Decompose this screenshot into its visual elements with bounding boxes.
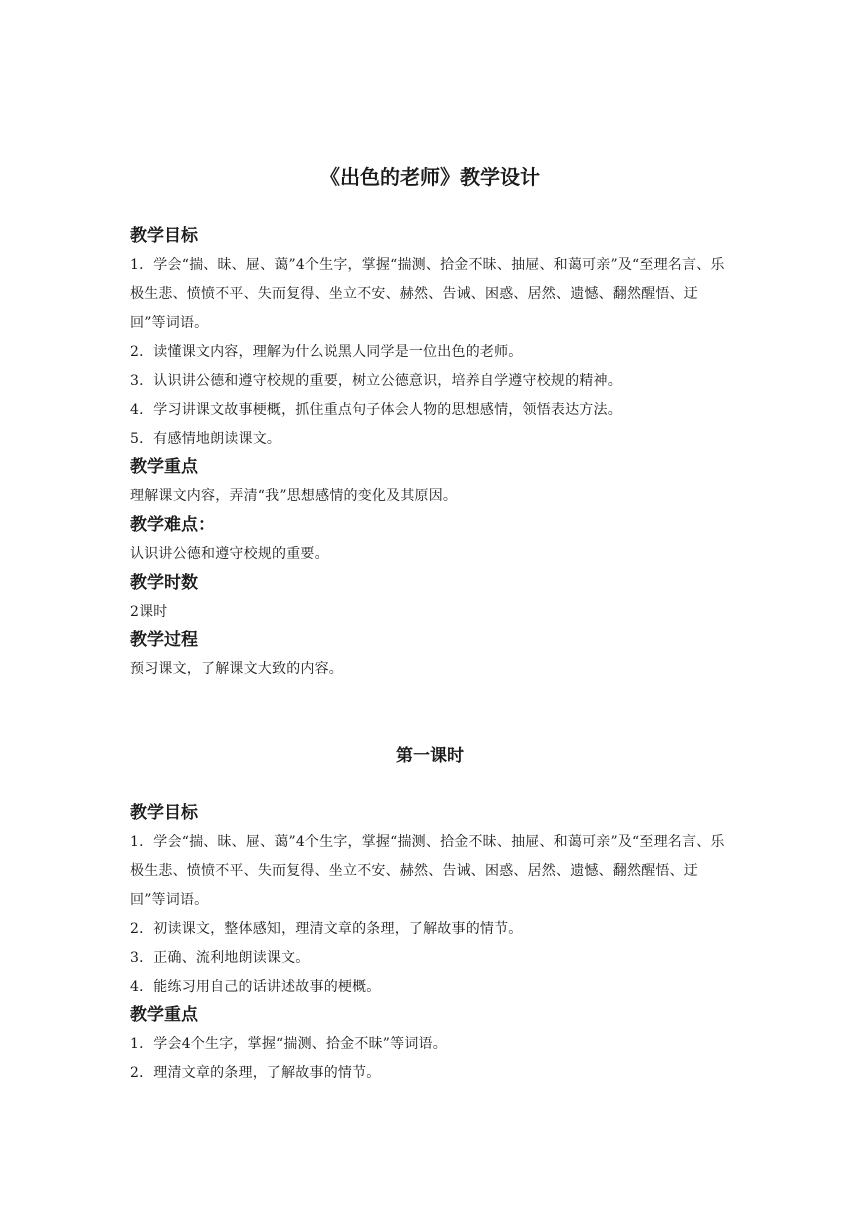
lesson-1-title: 第一课时 <box>396 746 464 766</box>
difficult-points-section <box>130 511 730 569</box>
teaching-hours-section <box>130 569 730 627</box>
teaching-hours-heading: 教学时数 <box>130 573 198 593</box>
objective-item: 4．学习讲课文故事梗概，抓住重点句子体会人物的思想感情，领悟表达方法。 <box>130 402 622 418</box>
teaching-hours-text: 2课时 <box>130 604 168 620</box>
objective-item: 2．读懂课文内容，理解为什么说黑人同学是一位出色的老师。 <box>130 344 523 360</box>
lesson-1-key-point-item: 1．学会4个生字，掌握“揣测、拾金不昧”等词语。 <box>130 1036 447 1052</box>
lesson-1-key-point-item: 2．理清文章的条理，了解故事的情节。 <box>130 1065 381 1081</box>
lesson-1-objective-item: 2．初读课文，整体感知，理清文章的条理，了解故事的情节。 <box>130 921 523 937</box>
teaching-process-text: 预习课文，了解课文大致的内容。 <box>130 661 343 677</box>
key-points-text: 理解课文内容，弄清“我”思想感情的变化及其原因。 <box>130 488 458 504</box>
objective-item: 1．学会“揣、昧、屉、蔼”4个生字，掌握“揣测、拾金不昧、抽屉、和蔼可亲”及“至理名言、乐极生悲、愤愤不平、失而复得、坐立不安、赫然、告诫、困惑、居然、遗憾、翻然醒悟、迂回”等词语。 <box>130 257 725 331</box>
lesson-1-objectives-section <box>130 799 730 1002</box>
teaching-process-heading: 教学过程 <box>130 630 198 650</box>
lesson-1-objective-item: 4．能练习用自己的话讲述故事的梗概。 <box>130 979 381 995</box>
key-points-heading: 教学重点 <box>130 457 198 477</box>
difficult-points-text: 认识讲公德和遵守校规的重要。 <box>130 546 329 562</box>
lesson-1-key-points-section <box>130 1001 730 1088</box>
lesson-1-key-points-heading: 教学重点 <box>130 1005 198 1025</box>
lesson-1-objectives-heading: 教学目标 <box>130 803 198 823</box>
objective-item: 3．认识讲公德和遵守校规的重要，树立公德意识，培养自学遵守校规的精神。 <box>130 373 622 389</box>
lesson-1-objective-item: 3．正确、流利地朗读课文。 <box>130 950 310 966</box>
objectives-section <box>130 222 730 454</box>
document-title: 《出色的老师》教学设计 <box>320 165 540 189</box>
lesson-1-objective-item: 1．学会“揣、昧、屉、蔼”4个生字，掌握“揣测、拾金不昧、抽屉、和蔼可亲”及“至理名言、乐极生悲、愤愤不平、失而复得、坐立不安、赫然、告诫、困惑、居然、遗憾、翻然醒悟、迂回”等词语。 <box>130 834 725 908</box>
difficult-points-heading: 教学难点： <box>130 515 215 535</box>
teaching-process-section <box>130 626 730 684</box>
key-points-section <box>130 453 730 511</box>
objectives-heading: 教学目标 <box>130 226 198 246</box>
objective-item: 5．有感情地朗读课文。 <box>130 431 282 447</box>
